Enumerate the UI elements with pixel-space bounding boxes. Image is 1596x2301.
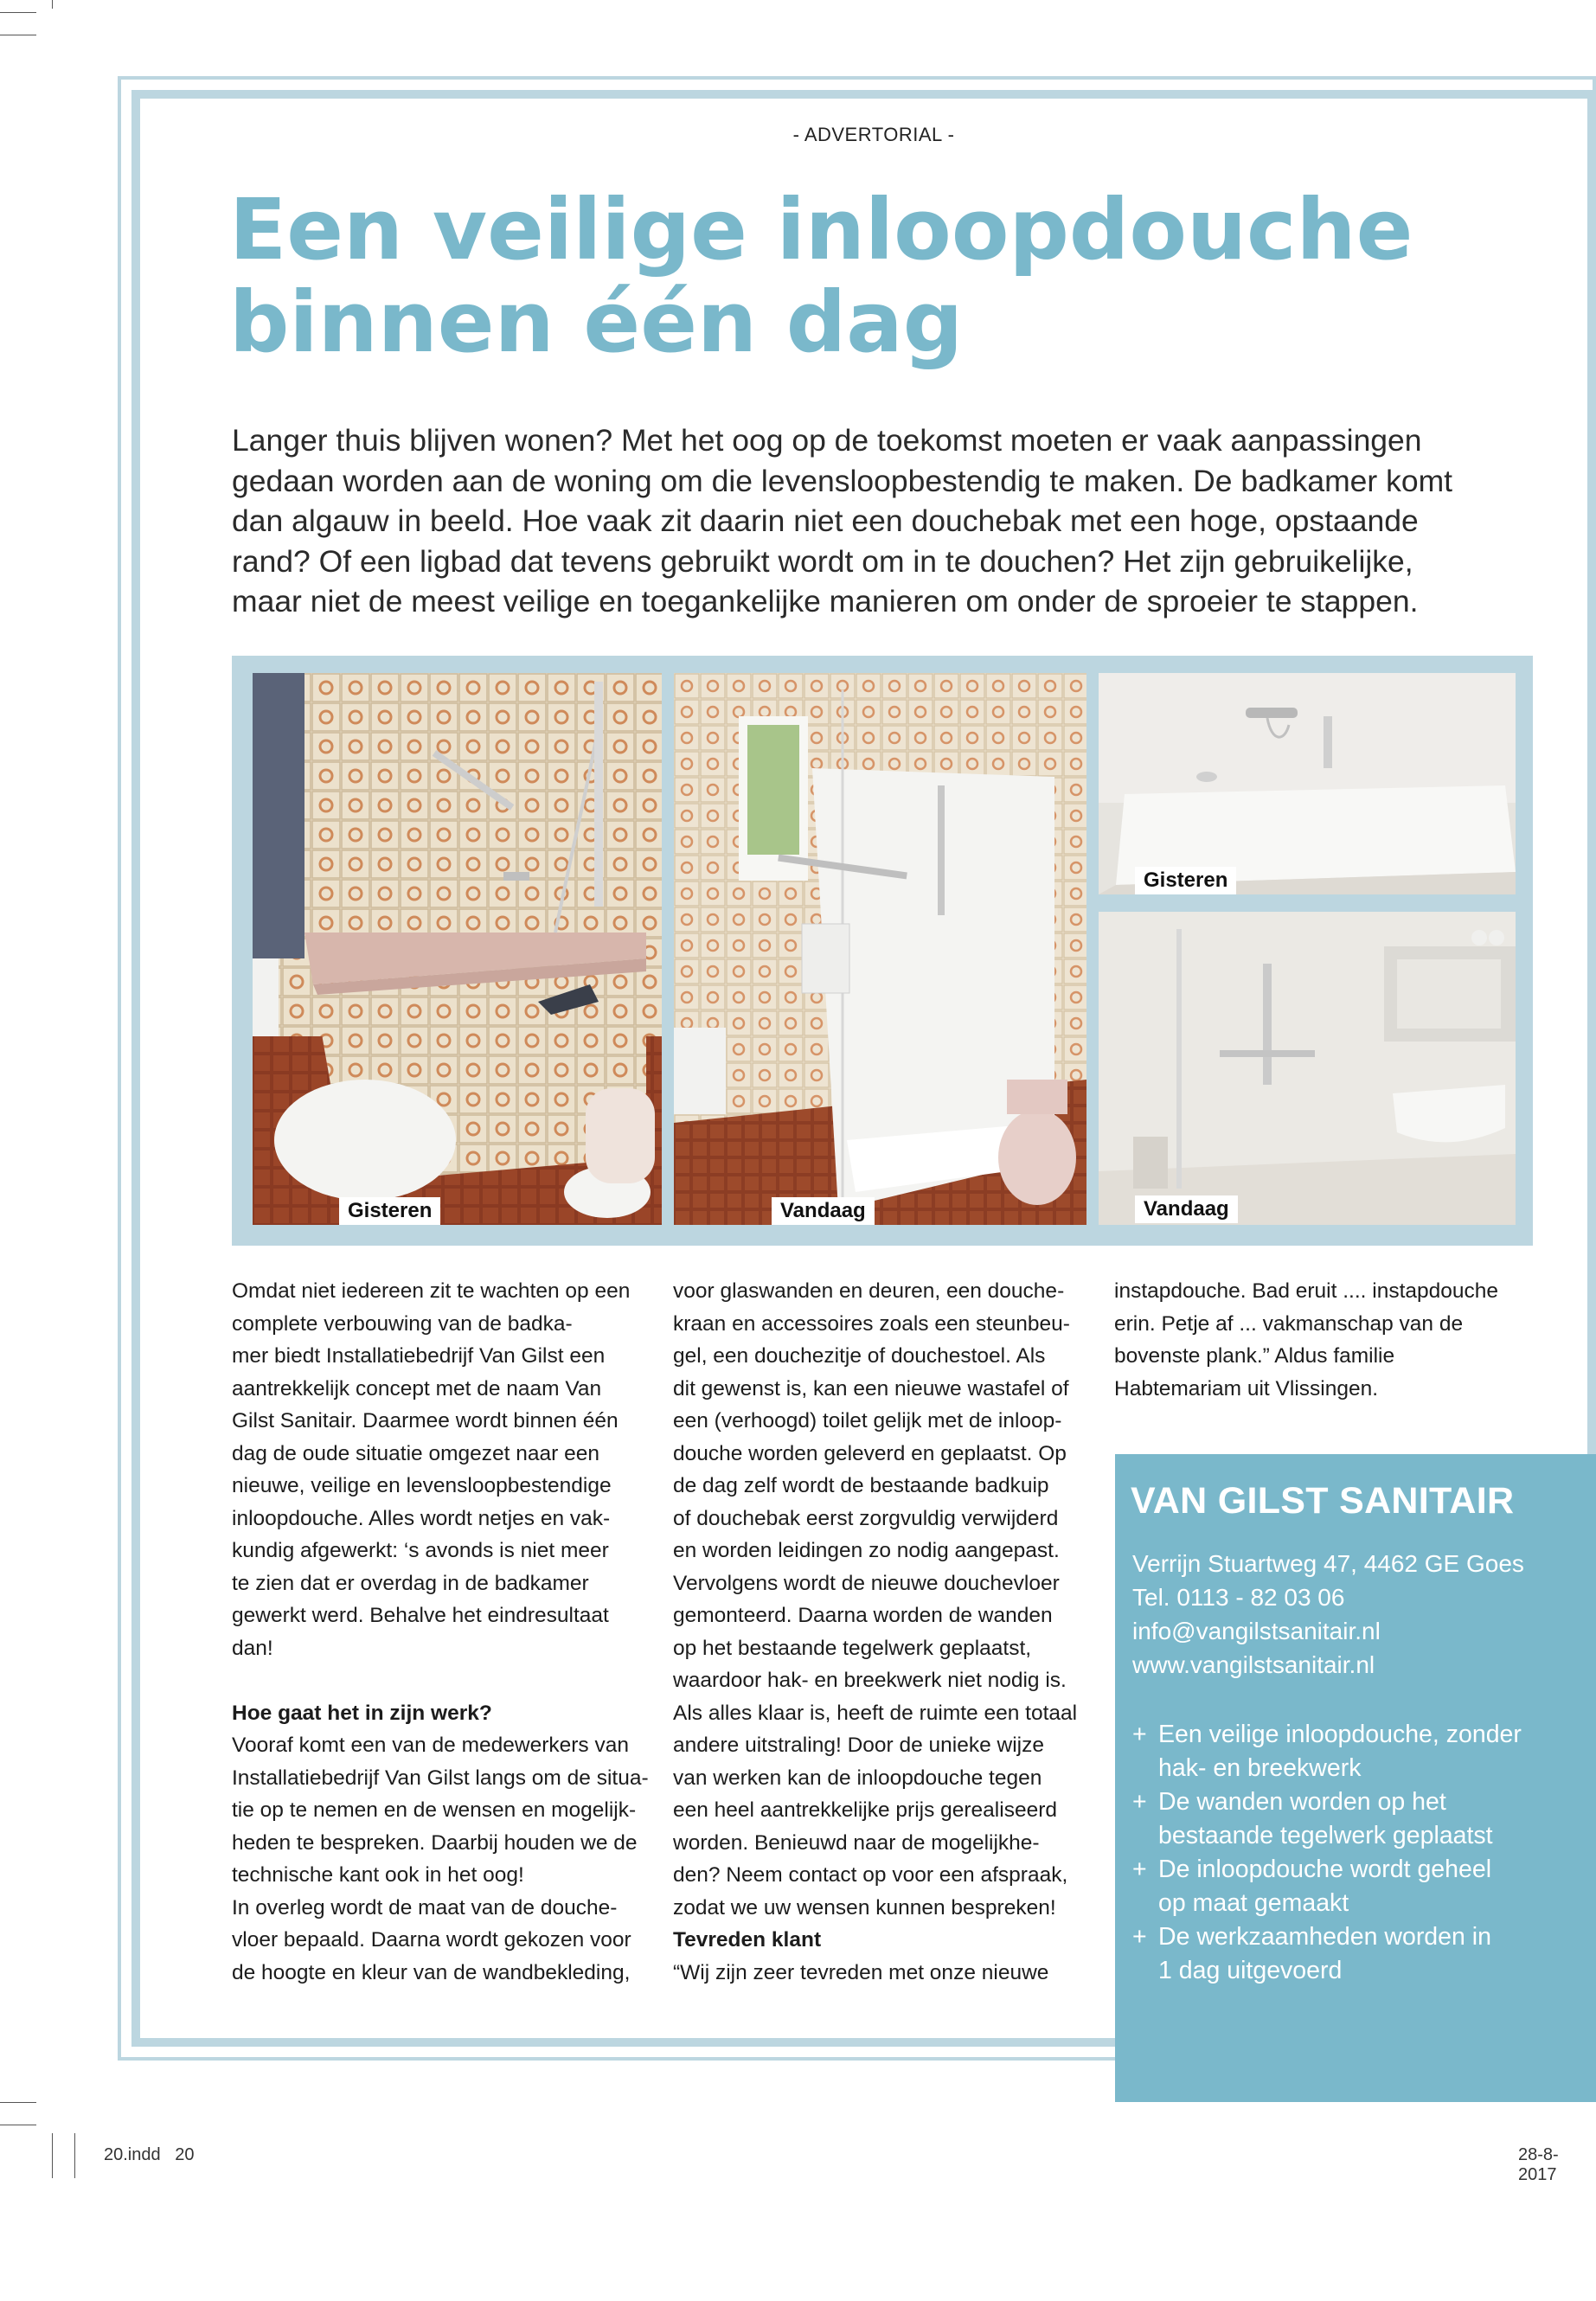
- body-line: inloopdouche. Alles wordt netjes en vak-: [232, 1506, 611, 1530]
- section-heading: Hoe gaat het in zijn werk?: [232, 1701, 492, 1725]
- body-line: mer biedt Installatiebedrijf Van Gilst een: [232, 1344, 606, 1368]
- feature-line: De werkzaamheden worden in: [1158, 1923, 1491, 1951]
- plus-icon: +: [1132, 1856, 1147, 1883]
- email-link[interactable]: info@vangilstsanitair.nl: [1132, 1618, 1381, 1644]
- body-line: technische kant ook in het oog!: [232, 1863, 524, 1887]
- body-line: aantrekkelijk concept met de naam Van: [232, 1376, 602, 1400]
- feature-line: De inloopdouche wordt geheel: [1158, 1856, 1492, 1883]
- section-heading: Tevreden klant: [673, 1928, 822, 1952]
- body-line: Als alles klaar is, heeft de ruimte een totaal: [673, 1701, 1078, 1725]
- shower-illustration: [674, 673, 1086, 1225]
- body-line: worden. Benieuwd naar de mogelijkhe-: [673, 1830, 1040, 1855]
- photo-caption: Gisteren: [1135, 867, 1236, 894]
- quote-line: “Wij zijn zeer tevreden met onze nieuwe: [673, 1960, 1049, 1984]
- intro-line: Langer thuis blijven wonen? Met het oog op de toekomst moeten er vaak aanpassingen: [232, 423, 1422, 458]
- intro-line: dan algauw in beeld. Hoe vaak zit daarin niet een douchebak met een hoge, opstaande: [232, 503, 1419, 538]
- body-line: den? Neem contact op voor een afspraak,: [673, 1863, 1068, 1887]
- body-line: Installatiebedrijf Van Gilst langs om de situa-: [232, 1766, 649, 1790]
- intro-line: maar niet de meest veilige en toegankelijke manieren om onder de sproeier te stappen.: [232, 584, 1419, 619]
- phone-number: Tel. 0113 - 82 03 06: [1132, 1584, 1345, 1611]
- body-line: een heel aantrekkelijke prijs gerealiseerd: [673, 1798, 1057, 1822]
- body-line: kundig afgewerkt: ‘s avonds is niet meer: [232, 1539, 609, 1562]
- body-line: een (verhoogd) toilet gelijk met de inloop-: [673, 1409, 1062, 1433]
- photo-old-bathtub: [253, 673, 662, 1225]
- feature-line: Een veilige inloopdouche, zonder: [1158, 1721, 1522, 1748]
- body-line: gemonteerd. Daarna worden de wanden: [673, 1604, 1053, 1627]
- feature-item: [1132, 1853, 1522, 1920]
- crop-mark: [0, 2102, 36, 2103]
- intro-line: gedaan worden aan de woning om die levensloopbestendig te maken. De badkamer komt: [232, 463, 1453, 498]
- photo-old-white-bath: [1099, 673, 1516, 894]
- headline-line: binnen één dag: [229, 273, 964, 371]
- company-name: VAN GILST SANITAIR: [1131, 1480, 1515, 1522]
- body-line: kraan en accessoires zoals een steunbeu-: [673, 1311, 1070, 1336]
- body-line: Omdat niet iedereen zit te wachten op een: [232, 1279, 631, 1303]
- body-line: dit gewenst is, kan een nieuwe wastafel of: [673, 1376, 1069, 1400]
- white-shower-illustration: [1099, 912, 1516, 1225]
- body-line: dan!: [232, 1636, 273, 1660]
- photo-caption: Vandaag: [1135, 1195, 1238, 1223]
- headline-line: Een veilige inloopdouche: [229, 181, 1413, 279]
- article-column-1: [232, 1275, 649, 1989]
- feature-line: 1 dag uitgevoerd: [1158, 1957, 1343, 1984]
- feature-line: op maat gemaakt: [1158, 1889, 1349, 1917]
- quote-line: Habtemariam uit Vlissingen.: [1114, 1376, 1379, 1400]
- photo-panel: [232, 656, 1533, 1246]
- body-line: tie op te nemen en de wensen en mogelijk-: [232, 1798, 637, 1822]
- feature-item: [1132, 1785, 1522, 1853]
- feature-list: [1132, 1718, 1522, 1988]
- quote-line: erin. Petje af ... vakmanschap van de: [1114, 1311, 1464, 1336]
- crop-mark: [0, 12, 36, 13]
- plus-icon: +: [1132, 1923, 1147, 1951]
- body-line: of douchebak eerst zorgvuldig verwijderd: [673, 1506, 1059, 1530]
- body-line: andere uitstraling! Door de unieke wijze: [673, 1734, 1044, 1757]
- body-line: Vervolgens wordt de nieuwe douchevloer: [673, 1571, 1060, 1595]
- body-line: te zien dat er overdag in de badkamer: [232, 1571, 589, 1595]
- feature-item: [1132, 1920, 1522, 1988]
- crop-mark: [74, 2133, 75, 2178]
- plus-icon: +: [1132, 1788, 1147, 1816]
- body-line: dag de oude situatie omgezet naar een: [232, 1441, 599, 1465]
- address: Verrijn Stuartweg 47, 4462 GE Goes: [1132, 1550, 1524, 1577]
- body-line: de hoogte en kleur van de wandbekleding,: [232, 1960, 631, 1984]
- plus-icon: +: [1132, 1721, 1147, 1748]
- print-slug-file: 20.indd 20: [104, 2145, 195, 2164]
- print-slug-date: 28-8-2017: [1518, 2145, 1559, 2184]
- intro-line: rand? Of een ligbad dat tevens gebruikt wordt om in te douchen? Het zijn gebruikelijke,: [232, 543, 1413, 579]
- body-line: zodat we uw wensen kunnen bespreken!: [673, 1895, 1056, 1920]
- article-column-3: [1114, 1275, 1498, 1405]
- body-line: complete verbouwing van de badka-: [232, 1311, 573, 1336]
- advertorial-label: - ADVERTORIAL -: [792, 124, 955, 145]
- photo-new-white-shower: [1099, 912, 1516, 1225]
- company-info-box: [1115, 1454, 1596, 2102]
- crop-mark: [52, 2133, 53, 2178]
- body-line: nieuwe, veilige en levensloopbestendige: [232, 1474, 612, 1497]
- body-line: gewerkt werd. Behalve het eindresultaat: [232, 1604, 609, 1627]
- feature-item: [1132, 1718, 1522, 1785]
- article-column-2: [673, 1275, 1077, 1989]
- body-line: van werken kan de inloopdouche tegen: [673, 1766, 1042, 1790]
- headline: [229, 183, 1544, 369]
- photo-new-shower: [674, 673, 1086, 1225]
- body-line: Gilst Sanitair. Daarmee wordt binnen één: [232, 1409, 619, 1433]
- intro-paragraph: [232, 420, 1529, 622]
- body-line: op het bestaande tegelwerk geplaatst,: [673, 1636, 1032, 1660]
- feature-line: De wanden worden op het: [1158, 1788, 1446, 1816]
- body-line: waardoor hak- en breekwerk niet nodig is.: [673, 1669, 1067, 1692]
- body-line: de dag zelf wordt de bestaande badkuip: [673, 1474, 1049, 1497]
- bathtub-illustration: [253, 673, 662, 1225]
- white-bath-illustration: [1099, 673, 1516, 894]
- body-line: gel, een douchezitje of douchestoel. Als: [673, 1344, 1046, 1368]
- contact-details: [1132, 1547, 1524, 1682]
- body-line: en worden leidingen zo nodig aangepast.: [673, 1539, 1060, 1562]
- feature-line: hak- en breekwerk: [1158, 1754, 1362, 1782]
- crop-mark: [52, 0, 53, 9]
- body-line: Vooraf komt een van de medewerkers van: [232, 1734, 629, 1757]
- body-line: heden te bespreken. Daarbij houden we de: [232, 1830, 638, 1855]
- body-line: voor glaswanden en deuren, een douche-: [673, 1279, 1065, 1303]
- body-line: douche worden geleverd en geplaatst. Op: [673, 1441, 1067, 1465]
- body-line: In overleg wordt de maat van de douche-: [232, 1895, 618, 1920]
- feature-line: bestaande tegelwerk geplaatst: [1158, 1822, 1493, 1849]
- photo-caption: Gisteren: [339, 1197, 440, 1225]
- quote-line: instapdouche. Bad eruit .... instapdouche: [1114, 1279, 1499, 1303]
- photo-caption: Vandaag: [772, 1197, 875, 1225]
- body-line: vloer bepaald. Daarna wordt gekozen voor: [232, 1928, 631, 1952]
- website-link[interactable]: www.vangilstsanitair.nl: [1132, 1651, 1375, 1678]
- quote-line: bovenste plank.” Aldus familie: [1114, 1344, 1395, 1368]
